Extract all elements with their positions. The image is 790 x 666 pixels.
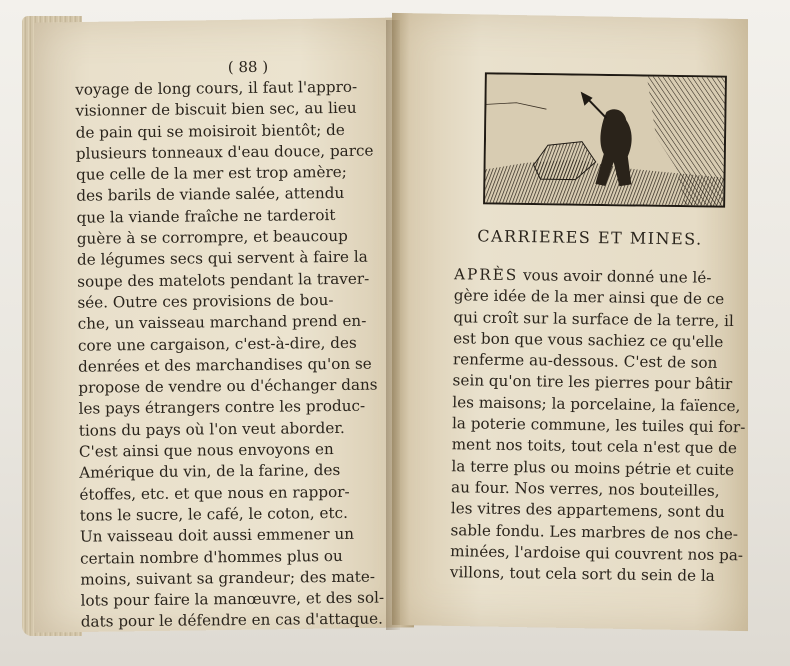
text-line: certain nombre d'hommes plus ou — [80, 546, 343, 568]
text-line: guère à se corrompre, et beaucoup — [76, 226, 348, 248]
text-line: sable fondu. Les marbres de nos che- — [450, 520, 739, 543]
text-line: la terre plus ou moins pétrie et cuite — [451, 456, 735, 479]
text-line: renferme au-dessous. C'est de son — [452, 350, 718, 373]
text-line: ment nos toits, tout cela n'est que de — [451, 435, 738, 458]
text-line: sein qu'on tire les pierres pour bâtir — [452, 371, 733, 394]
text-line: sée. Outre ces provisions de bou- — [77, 290, 334, 312]
text-line: moins, suivant sa grandeur; des mate- — [80, 567, 376, 589]
drop-cap: APRÈS — [453, 265, 519, 285]
page-number: ( 88 ) — [227, 57, 269, 77]
text-line: de pain qui se moisiroit bientôt; de — [75, 120, 345, 142]
text-line: que la viande fraîche ne tarderoit — [76, 205, 336, 227]
text-line: tons le sucre, le café, le coton, etc. — [79, 503, 349, 525]
text-line: les maisons; la porcelaine, la faïence, — [452, 392, 741, 416]
text-line: plusieurs tonneaux d'eau douce, parce — [75, 141, 374, 163]
left-page-text — [75, 76, 405, 633]
quarryman-engraving-icon — [485, 74, 725, 205]
text-line: che, un vaisseau marchand prend en- — [77, 311, 367, 333]
text-line: étoffes, etc. et que nous en rappor- — [79, 482, 350, 504]
text-line: des barils de viande salée, attendu — [76, 184, 345, 206]
text-line: tions du pays où l'on veut aborder. — [78, 418, 345, 440]
text-line: Un vaisseau doit aussi emmener un — [79, 525, 355, 546]
text-line: denrées et des marchandises qu'on se — [78, 354, 372, 376]
text-line: soupe des matelots pendant la traver- — [77, 269, 370, 291]
text-line: au four. Nos verres, nos bouteilles, — [451, 478, 720, 500]
text-line: que celle de la mer est trop amère; — [76, 163, 347, 184]
text-line: lots pour faire la manœuvre, et des sol- — [80, 588, 385, 610]
text-line: la poterie commune, les tuiles qui for- — [451, 414, 746, 437]
chapter-title: CARRIERES ET MINES. — [477, 226, 703, 249]
text-line: C'est ainsi que nous envoyons en — [78, 440, 334, 461]
text-line: les vitres des appartemens, sont du — [450, 499, 725, 522]
first-line-rest: vous avoir donné une lé- — [522, 266, 712, 287]
woodcut-illustration — [483, 72, 727, 207]
text-line: core une cargaison, c'est-à-dire, des — [77, 333, 357, 355]
text-line: est bon que vous sachiez ce qu'elle — [453, 329, 724, 351]
text-line: qui croît sur la surface de la terre, il — [453, 307, 734, 330]
text-line: voyage de long cours, il faut l'appro- — [75, 77, 358, 99]
right-page-text — [449, 264, 746, 587]
text-line: minées, l'ardoise qui couvrent nos pa- — [450, 542, 744, 565]
text-line: les pays étrangers contre les produc- — [78, 397, 366, 419]
text-line: propose de vendre ou d'échanger dans — [78, 375, 378, 397]
text-line: gère idée de la mer ainsi que de ce — [453, 286, 725, 309]
text-line: dats pour le défendre en cas d'attaque. — [80, 609, 383, 632]
text-line: villons, tout cela sort du sein de la — [449, 563, 715, 586]
text-line: visionner de biscuit bien sec, au lieu — [75, 99, 357, 121]
text-line: Amérique du vin, de la farine, des — [79, 461, 341, 483]
text-line: de légumes secs qui servent à faire la — [76, 248, 368, 270]
